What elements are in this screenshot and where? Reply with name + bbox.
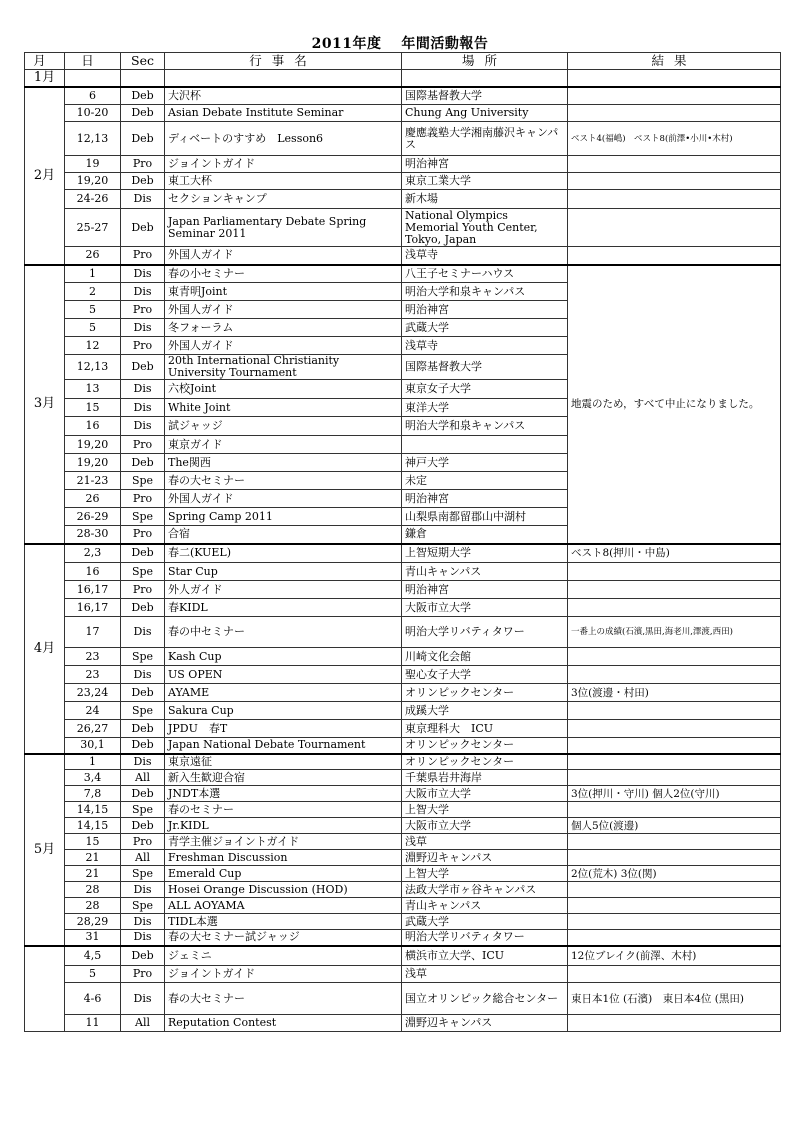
table-row [25, 882, 781, 898]
event-cell: 春KIDL [165, 599, 402, 617]
sec-cell: Deb [121, 209, 165, 247]
table-row [25, 898, 781, 914]
sec-cell: Spe [121, 472, 165, 490]
place-cell: 上智短期大学 [402, 544, 568, 563]
sec-cell: Pro [121, 490, 165, 508]
result-cell [568, 599, 781, 617]
sec-cell: Pro [121, 156, 165, 173]
event-cell: 六校Joint [165, 380, 402, 399]
sec-cell: Dis [121, 617, 165, 648]
place-cell: オリンピックセンター [402, 754, 568, 770]
event-cell: 冬フォーラム [165, 319, 402, 337]
day-cell: 4-6 [65, 983, 121, 1015]
result-cell [568, 754, 781, 770]
table-row [25, 738, 781, 754]
event-cell: 春のセミナー [165, 802, 402, 818]
day-cell: 12 [65, 337, 121, 355]
table-row [25, 983, 781, 1015]
place-cell [402, 70, 568, 87]
event-cell: 春の大セミナー [165, 983, 402, 1015]
table-row [25, 930, 781, 946]
event-cell: 春の小セミナー [165, 265, 402, 283]
place-cell: 八王子セミナーハウス [402, 265, 568, 283]
table-row [25, 866, 781, 882]
table-row [25, 754, 781, 770]
place-cell: 明治神宮 [402, 156, 568, 173]
day-cell: 30,1 [65, 738, 121, 754]
place-cell: 明治大学リバティタワー [402, 617, 568, 648]
day-cell: 12,13 [65, 355, 121, 380]
result-cell [568, 190, 781, 209]
place-cell: 未定 [402, 472, 568, 490]
sec-cell: Deb [121, 87, 165, 105]
event-cell: US OPEN [165, 666, 402, 684]
sec-cell: Spe [121, 866, 165, 882]
result-cell: 2位(荒木) 3位(関) [568, 866, 781, 882]
result-cell [568, 666, 781, 684]
event-cell: Hosei Orange Discussion (HOD) [165, 882, 402, 898]
activity-table-container [24, 52, 780, 1032]
table-row [25, 702, 781, 720]
place-cell: 浅草 [402, 966, 568, 983]
table-row [25, 770, 781, 786]
header-day: 日 [65, 53, 121, 70]
sec-cell [121, 70, 165, 87]
day-cell: 23 [65, 648, 121, 666]
event-cell: 外国人ガイド [165, 337, 402, 355]
table-row [25, 648, 781, 666]
result-cell [568, 247, 781, 265]
result-cell: 12位ブレイク(前澤、木村) [568, 946, 781, 966]
event-cell: 試ジャッジ [165, 417, 402, 436]
result-cell [568, 966, 781, 983]
table-row [25, 156, 781, 173]
sec-cell: Deb [121, 786, 165, 802]
sec-cell: Pro [121, 337, 165, 355]
place-cell: 浅草 [402, 834, 568, 850]
day-cell: 13 [65, 380, 121, 399]
sec-cell: Dis [121, 666, 165, 684]
result-cell [568, 702, 781, 720]
day-cell: 26,27 [65, 720, 121, 738]
event-cell: 東工大杯 [165, 173, 402, 190]
place-cell: National Olympics Memorial Youth Center, Tokyo, Japan [402, 209, 568, 247]
table-row [25, 966, 781, 983]
header-place: 場所 [402, 53, 568, 70]
table-row [25, 617, 781, 648]
event-cell: 外国人ガイド [165, 490, 402, 508]
event-cell: 東京遠征 [165, 754, 402, 770]
table-row [25, 87, 781, 105]
sec-cell: Pro [121, 436, 165, 454]
sec-cell: Dis [121, 983, 165, 1015]
table-row [25, 946, 781, 966]
merged-result-cell: 地震のため，すべて中止になりました。 [568, 265, 781, 544]
sec-cell: Dis [121, 265, 165, 283]
day-cell: 4,5 [65, 946, 121, 966]
sec-cell: Dis [121, 417, 165, 436]
event-cell: Reputation Contest [165, 1015, 402, 1032]
place-cell: Chung Ang University [402, 105, 568, 122]
sec-cell: Deb [121, 738, 165, 754]
table-row [25, 818, 781, 834]
result-cell [568, 87, 781, 105]
day-cell: 26 [65, 247, 121, 265]
event-cell: 春の中セミナー [165, 617, 402, 648]
sec-cell: Dis [121, 882, 165, 898]
place-cell: 慶應義塾大学湘南藤沢キャンパス [402, 122, 568, 156]
table-row [25, 666, 781, 684]
day-cell: 19,20 [65, 173, 121, 190]
table-row [25, 1015, 781, 1032]
day-cell: 12,13 [65, 122, 121, 156]
result-cell [568, 720, 781, 738]
day-cell: 26-29 [65, 508, 121, 526]
sec-cell: Deb [121, 684, 165, 702]
place-cell: 淵野辺キャンパス [402, 850, 568, 866]
place-cell: 武蔵大学 [402, 914, 568, 930]
place-cell: 国際基督教大学 [402, 355, 568, 380]
result-cell: ベスト4(福嶋) ベスト8(前澤•小川•木村) [568, 122, 781, 156]
day-cell: 23 [65, 666, 121, 684]
sec-cell: Pro [121, 966, 165, 983]
result-cell [568, 850, 781, 866]
sec-cell: Spe [121, 898, 165, 914]
result-cell [568, 834, 781, 850]
day-cell: 6 [65, 87, 121, 105]
sec-cell: Spe [121, 563, 165, 581]
place-cell: 上智大学 [402, 802, 568, 818]
place-cell: 淵野辺キャンパス [402, 1015, 568, 1032]
day-cell [65, 70, 121, 87]
day-cell: 2 [65, 283, 121, 301]
event-cell: 外国人ガイド [165, 301, 402, 319]
day-cell: 5 [65, 319, 121, 337]
day-cell: 23,24 [65, 684, 121, 702]
result-cell [568, 581, 781, 599]
sec-cell: Dis [121, 914, 165, 930]
sec-cell: Dis [121, 754, 165, 770]
day-cell: 28-30 [65, 526, 121, 544]
table-row [25, 684, 781, 702]
sec-cell: Deb [121, 122, 165, 156]
day-cell: 25-27 [65, 209, 121, 247]
sec-cell: All [121, 850, 165, 866]
table-row [25, 834, 781, 850]
table-row [25, 265, 781, 283]
place-cell: 明治大学和泉キャンパス [402, 283, 568, 301]
result-cell [568, 882, 781, 898]
header-sec: Sec [121, 53, 165, 70]
event-cell: Japan Parliamentary Debate Spring Seminar 2011 [165, 209, 402, 247]
page-title: 2011年度 年間活動報告 [311, 36, 489, 52]
table-row [25, 581, 781, 599]
event-cell: Spring Camp 2011 [165, 508, 402, 526]
table-row [25, 247, 781, 265]
table-row [25, 190, 781, 209]
day-cell: 19 [65, 156, 121, 173]
month-cell: 1月 [25, 70, 65, 87]
event-cell: 外人ガイド [165, 581, 402, 599]
place-cell: 鎌倉 [402, 526, 568, 544]
place-cell: オリンピックセンター [402, 684, 568, 702]
table-row [25, 599, 781, 617]
sec-cell: Deb [121, 544, 165, 563]
place-cell: 大阪市立大学 [402, 599, 568, 617]
sec-cell: Dis [121, 399, 165, 417]
event-cell: 新入生歓迎合宿 [165, 770, 402, 786]
event-cell: Freshman Discussion [165, 850, 402, 866]
day-cell: 19,20 [65, 436, 121, 454]
result-cell [568, 70, 781, 87]
result-cell: ベスト8(押川・中島) [568, 544, 781, 563]
result-cell [568, 156, 781, 173]
event-cell: White Joint [165, 399, 402, 417]
place-cell: 明治神宮 [402, 301, 568, 319]
sec-cell: All [121, 1015, 165, 1032]
day-cell: 14,15 [65, 818, 121, 834]
event-cell: AYAME [165, 684, 402, 702]
event-cell: 合宿 [165, 526, 402, 544]
sec-cell: Spe [121, 648, 165, 666]
place-cell: 川崎文化会館 [402, 648, 568, 666]
place-cell: 新木場 [402, 190, 568, 209]
table-row [25, 802, 781, 818]
day-cell: 17 [65, 617, 121, 648]
sec-cell: Pro [121, 526, 165, 544]
table-row [25, 544, 781, 563]
month-cell: 4月 [25, 544, 65, 754]
event-cell: ジョイントガイド [165, 156, 402, 173]
sec-cell: Spe [121, 802, 165, 818]
place-cell: 大阪市立大学 [402, 786, 568, 802]
place-cell: 神戸大学 [402, 454, 568, 472]
result-cell [568, 898, 781, 914]
place-cell: 大阪市立大学 [402, 818, 568, 834]
sec-cell: Deb [121, 173, 165, 190]
result-cell: 東日本1位 (石濱) 東日本4位 (黒田) [568, 983, 781, 1015]
sec-cell: Dis [121, 190, 165, 209]
result-cell: 3位(渡邊・村田) [568, 684, 781, 702]
event-cell: Emerald Cup [165, 866, 402, 882]
place-cell: 東京女子大学 [402, 380, 568, 399]
place-cell: 明治神宮 [402, 581, 568, 599]
result-cell: 3位(押川・守川) 個人2位(守川) [568, 786, 781, 802]
event-cell: 春二(KUEL) [165, 544, 402, 563]
event-cell: ジョイントガイド [165, 966, 402, 983]
table-row [25, 173, 781, 190]
result-cell: 一番上の成績(石濱,黒田,海老川,澤渡,西田) [568, 617, 781, 648]
place-cell [402, 436, 568, 454]
place-cell: 明治大学和泉キャンパス [402, 417, 568, 436]
day-cell: 10-20 [65, 105, 121, 122]
table-row [25, 563, 781, 581]
place-cell: 国立オリンピック総合センター [402, 983, 568, 1015]
sec-cell: Pro [121, 581, 165, 599]
result-cell [568, 648, 781, 666]
day-cell: 1 [65, 754, 121, 770]
day-cell: 15 [65, 399, 121, 417]
day-cell: 1 [65, 265, 121, 283]
table-row [25, 914, 781, 930]
sec-cell: Pro [121, 834, 165, 850]
sec-cell: Deb [121, 818, 165, 834]
day-cell: 16 [65, 563, 121, 581]
day-cell: 5 [65, 966, 121, 983]
day-cell: 28 [65, 898, 121, 914]
result-cell [568, 173, 781, 190]
result-cell [568, 738, 781, 754]
place-cell: 青山キャンパス [402, 563, 568, 581]
place-cell: 青山キャンパス [402, 898, 568, 914]
day-cell: 24-26 [65, 190, 121, 209]
result-cell [568, 802, 781, 818]
sec-cell: Dis [121, 283, 165, 301]
day-cell: 19,20 [65, 454, 121, 472]
place-cell: 明治神宮 [402, 490, 568, 508]
table-row [25, 209, 781, 247]
month-cell: 3月 [25, 265, 65, 544]
place-cell: 横浜市立大学、ICU [402, 946, 568, 966]
place-cell: 明治大学リバティタワー [402, 930, 568, 946]
event-cell: Asian Debate Institute Seminar [165, 105, 402, 122]
sec-cell: Pro [121, 247, 165, 265]
table-row [25, 850, 781, 866]
event-cell [165, 70, 402, 87]
day-cell: 15 [65, 834, 121, 850]
header-result: 結果 [568, 53, 781, 70]
day-cell: 26 [65, 490, 121, 508]
event-cell: 青学主催ジョイントガイド [165, 834, 402, 850]
sec-cell: Dis [121, 930, 165, 946]
place-cell: 成蹊大学 [402, 702, 568, 720]
place-cell: 浅草寺 [402, 247, 568, 265]
event-cell: 春の大セミナー試ジャッジ [165, 930, 402, 946]
day-cell: 2,3 [65, 544, 121, 563]
day-cell: 14,15 [65, 802, 121, 818]
day-cell: 16,17 [65, 599, 121, 617]
event-cell: JNDT本選 [165, 786, 402, 802]
sec-cell: Spe [121, 508, 165, 526]
day-cell: 24 [65, 702, 121, 720]
event-cell: Japan National Debate Tournament [165, 738, 402, 754]
result-cell [568, 914, 781, 930]
header-month: 月 [25, 53, 65, 70]
event-cell: TIDL本選 [165, 914, 402, 930]
day-cell: 31 [65, 930, 121, 946]
event-cell: Jr.KIDL [165, 818, 402, 834]
event-cell: 大沢杯 [165, 87, 402, 105]
place-cell: 武蔵大学 [402, 319, 568, 337]
month-cell: 5月 [25, 754, 65, 946]
day-cell: 5 [65, 301, 121, 319]
month-cell [25, 946, 65, 1032]
activity-table [24, 52, 781, 1032]
day-cell: 11 [65, 1015, 121, 1032]
event-cell: ジェミニ [165, 946, 402, 966]
event-cell: Kash Cup [165, 648, 402, 666]
event-cell: 春の大セミナー [165, 472, 402, 490]
place-cell: 浅草寺 [402, 337, 568, 355]
day-cell: 21 [65, 850, 121, 866]
place-cell: 法政大学市ヶ谷キャンパス [402, 882, 568, 898]
sec-cell: Deb [121, 720, 165, 738]
result-cell [568, 105, 781, 122]
sec-cell: Deb [121, 946, 165, 966]
sec-cell: Deb [121, 454, 165, 472]
event-cell: 外国人ガイド [165, 247, 402, 265]
sec-cell: All [121, 770, 165, 786]
place-cell: 東洋大学 [402, 399, 568, 417]
event-cell: JPDU 春T [165, 720, 402, 738]
place-cell: 千葉県岩井海岸 [402, 770, 568, 786]
place-cell: 国際基督教大学 [402, 87, 568, 105]
sec-cell: Deb [121, 105, 165, 122]
header-event: 行事名 [165, 53, 402, 70]
result-cell: 個人5位(渡邊) [568, 818, 781, 834]
sec-cell: Dis [121, 380, 165, 399]
event-cell: The関西 [165, 454, 402, 472]
event-cell: 東京ガイド [165, 436, 402, 454]
table-row [25, 786, 781, 802]
day-cell: 28 [65, 882, 121, 898]
event-cell: 20th International Christianity University Tournament [165, 355, 402, 380]
sec-cell: Spe [121, 702, 165, 720]
result-cell [568, 1015, 781, 1032]
place-cell: オリンピックセンター [402, 738, 568, 754]
day-cell: 7,8 [65, 786, 121, 802]
table-row [25, 720, 781, 738]
day-cell: 21 [65, 866, 121, 882]
day-cell: 16,17 [65, 581, 121, 599]
header-row [25, 53, 781, 70]
day-cell: 16 [65, 417, 121, 436]
table-row [25, 105, 781, 122]
event-cell: ディベートのすすめ Lesson6 [165, 122, 402, 156]
result-cell [568, 770, 781, 786]
place-cell: 上智大学 [402, 866, 568, 882]
table-row [25, 70, 781, 87]
event-cell: 東青明Joint [165, 283, 402, 301]
table-row [25, 122, 781, 156]
day-cell: 28,29 [65, 914, 121, 930]
event-cell: Star Cup [165, 563, 402, 581]
month-cell: 2月 [25, 87, 65, 265]
sec-cell: Dis [121, 319, 165, 337]
sec-cell: Pro [121, 301, 165, 319]
result-cell [568, 930, 781, 946]
result-cell [568, 209, 781, 247]
event-cell: Sakura Cup [165, 702, 402, 720]
result-cell [568, 563, 781, 581]
day-cell: 3,4 [65, 770, 121, 786]
event-cell: ALL AOYAMA [165, 898, 402, 914]
event-cell: セクションキャンプ [165, 190, 402, 209]
place-cell: 聖心女子大学 [402, 666, 568, 684]
place-cell: 山梨県南都留郡山中湖村 [402, 508, 568, 526]
sec-cell: Deb [121, 355, 165, 380]
place-cell: 東京工業大学 [402, 173, 568, 190]
day-cell: 21-23 [65, 472, 121, 490]
sec-cell: Deb [121, 599, 165, 617]
place-cell: 東京理科大 ICU [402, 720, 568, 738]
